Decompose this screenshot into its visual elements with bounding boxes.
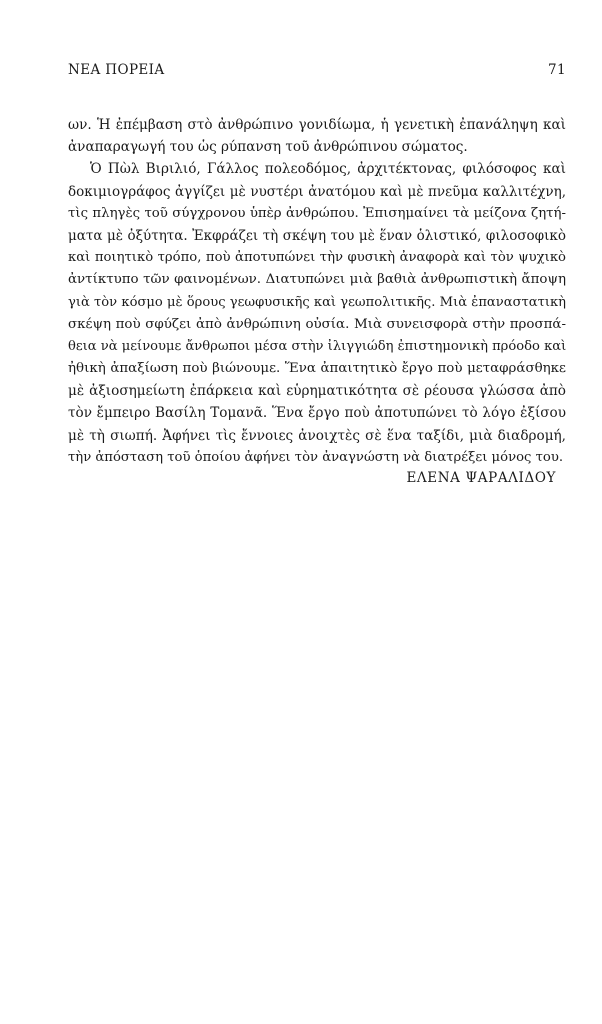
text-line: γιὰ τὸν κόσμο μὲ ὅρους γεωφυσικῆς καὶ γεωπολιτικῆς. Μιὰ ἐπαναστατικὴ — [68, 294, 566, 310]
text-line: ων. Ἡ ἐπέμβαση στὸ ἀνθρώπινο γονιδίωμα, ἡ γενετικὴ ἐπανάληψη καὶ — [68, 117, 566, 133]
text-line: τὶς πληγὲς τοῦ σύγχρονου ὑπὲρ ἀνθρώπου. Ἐπισημαίνει τὰ μείζονα ζητή- — [68, 205, 566, 221]
text-line: τὸν ἔμπειρο Βασίλη Τομανᾶ. Ἕνα ἔργο ποὺ ἀποτυπώνει τὸ λόγο ἐξίσου — [68, 405, 566, 422]
text-line: δοκιμιογράφος ἀγγίζει μὲ νυστέρι ἀνατόμου καὶ μὲ πνεῦμα καλλιτέχνη, — [68, 183, 566, 200]
text-line: τὴν ἀπόσταση τοῦ ὁποίου ἀφήνει τὸν ἀναγνώστη νὰ διατρέξει μόνος του. — [68, 449, 564, 465]
text-line: ἀντίκτυπο τῶν φαινομένων. Διατυπώνει μιὰ βαθιὰ ἀνθρωπιστικὴ ἄποψη — [68, 272, 566, 288]
text-line: θεια νὰ μείνουμε ἄνθρωποι μέσα στὴν ἰλιγγιώδη ἐπιστημονικὴ πρόοδο καὶ — [68, 338, 567, 354]
text-line: μὲ τὴ σιωπή. Ἀφήνει τὶς ἔννοιες ἀνοιχτὲς σὲ ἕνα ταξίδι, μιὰ διαδρομή, — [68, 427, 566, 444]
text-line: ἠθικὴ ἀπαξίωση ποὺ βιώνουμε. Ἕνα ἀπαιτητικὸ ἔργο ποὺ μεταφράσθηκε — [68, 361, 566, 377]
text-line: καὶ ποιητικὸ τρόπο, ποὺ ἀποτυπώνει τὴν φυσικὴ ἀναφορὰ καὶ τὸν ψυχικὸ — [68, 250, 566, 266]
journal-title: ΝΕΑ ΠΟΡΕΙΑ — [68, 62, 165, 78]
body-text — [68, 114, 566, 469]
text-line: Ὁ Πὼλ Βιριλιό, Γάλλος πολεοδόμος, ἀρχιτέκτονας, φιλόσοφος καὶ — [90, 161, 566, 178]
page-number: 71 — [548, 62, 566, 78]
text-line: σκέψη ποὺ σφύζει ἀπὸ ἀνθρώπινη οὐσία. Μιὰ συνεισφορὰ στὴν προσπά- — [68, 316, 566, 332]
text-line: ἀναπαραγωγή του ὡς ρύπανση τοῦ ἀνθρώπινου σώματος. — [68, 139, 468, 156]
author-signature: ΕΛΕΝΑ ΨΑΡΑΛΙΔΟΥ — [406, 470, 556, 486]
paragraph-2 — [68, 158, 566, 469]
text-line: ματα μὲ ὀξύτητα. Ἐκφράζει τὴ σκέψη του μὲ ἕναν ὁλιστικό, φιλοσοφικὸ — [68, 227, 566, 244]
running-head — [68, 62, 566, 82]
text-line: μὲ ἀξιοσημείωτη ἐπάρκεια καὶ εὑρηματικότητα σὲ ρέουσα γλώσσα ἀπὸ — [68, 383, 566, 400]
paragraph-1 — [68, 114, 566, 158]
